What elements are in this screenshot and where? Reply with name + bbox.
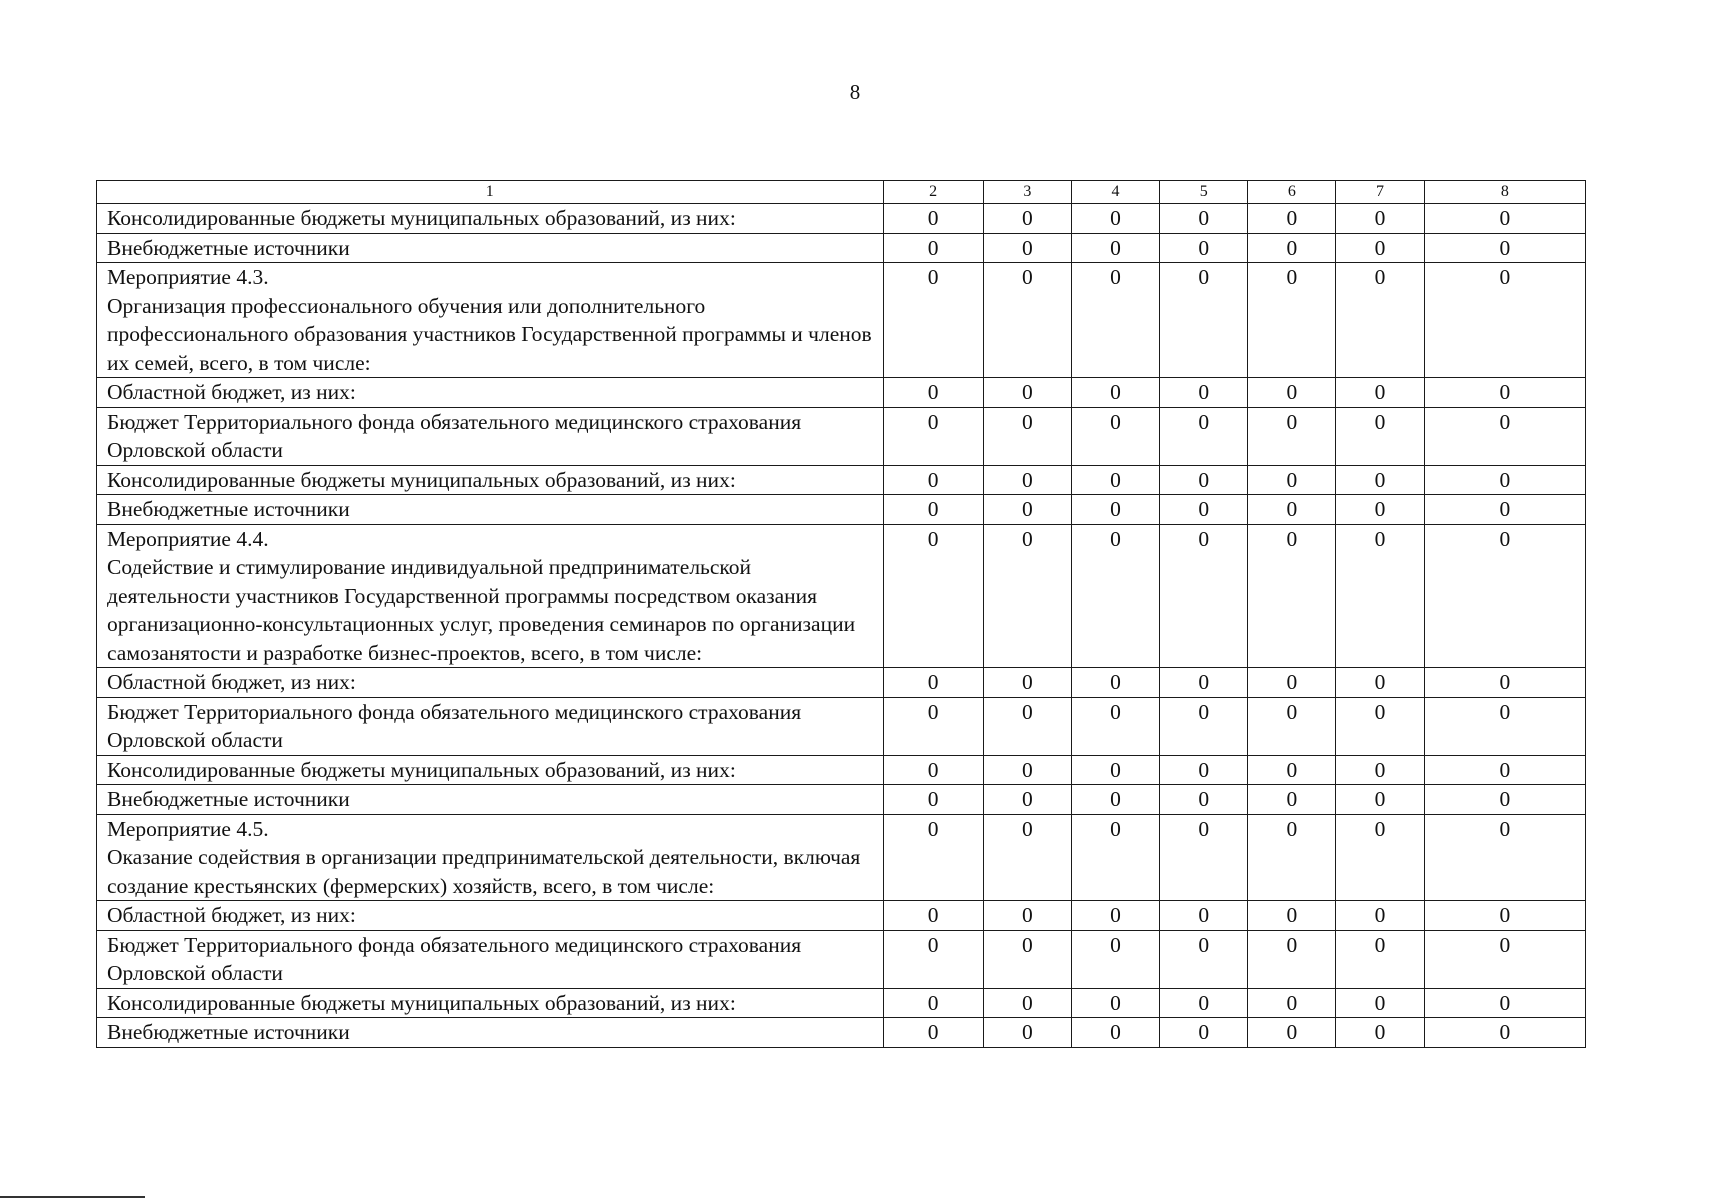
row-value: 0 [1424,814,1585,901]
row-value: 0 [1160,814,1248,901]
column-header: 6 [1248,181,1336,204]
table-row [97,814,1586,901]
row-value: 0 [983,233,1071,263]
row-value: 0 [1248,378,1336,408]
column-header: 3 [983,181,1071,204]
row-value: 0 [1071,495,1159,525]
row-label: Внебюджетные источники [97,233,884,263]
row-value: 0 [1071,697,1159,755]
row-value: 0 [1071,785,1159,815]
row-value: 0 [883,263,983,378]
row-value: 0 [983,697,1071,755]
row-value: 0 [1248,697,1336,755]
row-value: 0 [883,233,983,263]
column-header: 8 [1424,181,1585,204]
row-value: 0 [1424,524,1585,668]
row-value: 0 [1248,495,1336,525]
row-value: 0 [1071,233,1159,263]
row-label: Внебюджетные источники [97,785,884,815]
row-value: 0 [1336,407,1424,465]
row-label: Внебюджетные источники [97,1018,884,1048]
row-label: Внебюджетные источники [97,495,884,525]
table-row [97,1018,1586,1048]
table-row [97,668,1586,698]
row-value: 0 [1160,233,1248,263]
row-value: 0 [883,524,983,668]
row-value: 0 [1336,378,1424,408]
row-value: 0 [1071,378,1159,408]
row-value: 0 [1424,407,1585,465]
row-value: 0 [883,697,983,755]
row-value: 0 [883,988,983,1018]
row-value: 0 [983,755,1071,785]
row-value: 0 [1248,814,1336,901]
table-row [97,524,1586,668]
row-value: 0 [983,988,1071,1018]
row-value: 0 [1248,524,1336,668]
row-value: 0 [1336,988,1424,1018]
row-label: Областной бюджет, из них: [97,378,884,408]
row-value: 0 [983,1018,1071,1048]
row-value: 0 [1336,668,1424,698]
row-value: 0 [883,407,983,465]
row-value: 0 [1160,785,1248,815]
row-value: 0 [1160,668,1248,698]
row-value: 0 [983,901,1071,931]
table-row [97,465,1586,495]
row-value: 0 [883,465,983,495]
row-value: 0 [1071,465,1159,495]
row-value: 0 [1248,204,1336,234]
row-value: 0 [1160,204,1248,234]
row-value: 0 [983,930,1071,988]
row-value: 0 [1424,988,1585,1018]
row-value: 0 [1336,1018,1424,1048]
row-value: 0 [1248,785,1336,815]
row-value: 0 [1071,263,1159,378]
row-value: 0 [883,1018,983,1048]
row-value: 0 [1071,930,1159,988]
column-header: 5 [1160,181,1248,204]
row-value: 0 [1160,263,1248,378]
row-value: 0 [1336,814,1424,901]
row-value: 0 [1424,668,1585,698]
row-value: 0 [883,814,983,901]
table-row [97,930,1586,988]
row-value: 0 [1424,1018,1585,1048]
row-label: Консолидированные бюджеты муниципальных образований, из них: [97,204,884,234]
table-row [97,988,1586,1018]
row-label: Консолидированные бюджеты муниципальных образований, из них: [97,988,884,1018]
row-value: 0 [1424,697,1585,755]
row-label: Бюджет Территориального фонда обязательного медицинского страхования Орловской области [97,930,884,988]
table-row [97,378,1586,408]
table-row [97,233,1586,263]
row-value: 0 [1336,233,1424,263]
row-label: Бюджет Территориального фонда обязательного медицинского страхования Орловской области [97,697,884,755]
page-number: 8 [849,80,861,104]
column-header: 2 [883,181,983,204]
row-value: 0 [1248,263,1336,378]
row-value: 0 [1336,901,1424,931]
row-value: 0 [1248,755,1336,785]
row-value: 0 [1071,407,1159,465]
row-value: 0 [1248,901,1336,931]
row-label: Областной бюджет, из них: [97,901,884,931]
row-value: 0 [1248,668,1336,698]
column-header: 7 [1336,181,1424,204]
row-value: 0 [1160,465,1248,495]
row-value: 0 [1424,495,1585,525]
row-value: 0 [1160,755,1248,785]
row-value: 0 [1336,204,1424,234]
column-header: 4 [1071,181,1159,204]
row-value: 0 [1336,524,1424,668]
row-value: 0 [1071,755,1159,785]
row-value: 0 [1071,901,1159,931]
row-value: 0 [883,668,983,698]
table-body [97,204,1586,1048]
row-value: 0 [983,465,1071,495]
row-label: Областной бюджет, из них: [97,668,884,698]
row-value: 0 [1424,378,1585,408]
row-value: 0 [1071,814,1159,901]
row-value: 0 [1071,1018,1159,1048]
table-row [97,495,1586,525]
row-value: 0 [1160,988,1248,1018]
row-value: 0 [1071,204,1159,234]
row-value: 0 [883,495,983,525]
row-value: 0 [983,785,1071,815]
row-value: 0 [1336,930,1424,988]
row-value: 0 [1424,755,1585,785]
row-value: 0 [1424,901,1585,931]
row-value: 0 [1424,263,1585,378]
column-header: 1 [97,181,884,204]
row-value: 0 [1248,407,1336,465]
row-value: 0 [1336,697,1424,755]
row-value: 0 [1336,785,1424,815]
row-value: 0 [1424,465,1585,495]
row-value: 0 [1424,204,1585,234]
table-row [97,407,1586,465]
row-value: 0 [1336,263,1424,378]
table-row [97,785,1586,815]
table-header-row [97,181,1586,204]
row-value: 0 [1336,755,1424,785]
footer-rule [0,1196,145,1198]
row-value: 0 [1160,378,1248,408]
table-row [97,901,1586,931]
row-label: Мероприятие 4.4. Содействие и стимулирование индивидуальной предпринимательской деятельности участников Государственной программы посредством оказания организационно-консультационных услуг, проведения семинаров по организации самозанятости и разработке бизнес-проектов, всего, в том числе: [97,524,884,668]
row-label: Консолидированные бюджеты муниципальных образований, из них: [97,465,884,495]
row-value: 0 [883,930,983,988]
row-value: 0 [883,378,983,408]
row-value: 0 [1424,233,1585,263]
row-value: 0 [883,755,983,785]
row-value: 0 [1160,407,1248,465]
row-value: 0 [883,901,983,931]
row-value: 0 [883,785,983,815]
row-value: 0 [1248,233,1336,263]
row-value: 0 [883,204,983,234]
row-value: 0 [983,204,1071,234]
row-value: 0 [983,495,1071,525]
row-label: Мероприятие 4.3. Организация профессионального обучения или дополнительного профессионального образования участников Государственной программы и членов их семей, всего, в том числе: [97,263,884,378]
table-row [97,204,1586,234]
row-value: 0 [983,263,1071,378]
row-value: 0 [1160,524,1248,668]
table-row [97,263,1586,378]
table-row [97,755,1586,785]
row-value: 0 [1248,1018,1336,1048]
row-value: 0 [1071,988,1159,1018]
row-value: 0 [1160,930,1248,988]
row-value: 0 [1160,1018,1248,1048]
row-label: Мероприятие 4.5. Оказание содействия в организации предпринимательской деятельности, включая создание крестьянских (фермерских) хозяйств, всего, в том числе: [97,814,884,901]
row-value: 0 [983,814,1071,901]
row-value: 0 [1160,495,1248,525]
row-value: 0 [983,668,1071,698]
row-label: Бюджет Территориального фонда обязательного медицинского страхования Орловской области [97,407,884,465]
row-value: 0 [1336,465,1424,495]
row-value: 0 [983,407,1071,465]
row-value: 0 [1424,785,1585,815]
table-row [97,697,1586,755]
row-value: 0 [983,378,1071,408]
row-value: 0 [1336,495,1424,525]
row-value: 0 [1160,901,1248,931]
row-value: 0 [1071,668,1159,698]
row-label: Консолидированные бюджеты муниципальных образований, из них: [97,755,884,785]
row-value: 0 [1248,988,1336,1018]
row-value: 0 [1248,930,1336,988]
row-value: 0 [983,524,1071,668]
row-value: 0 [1424,930,1585,988]
row-value: 0 [1160,697,1248,755]
row-value: 0 [1248,465,1336,495]
budget-table [96,180,1586,1048]
row-value: 0 [1071,524,1159,668]
